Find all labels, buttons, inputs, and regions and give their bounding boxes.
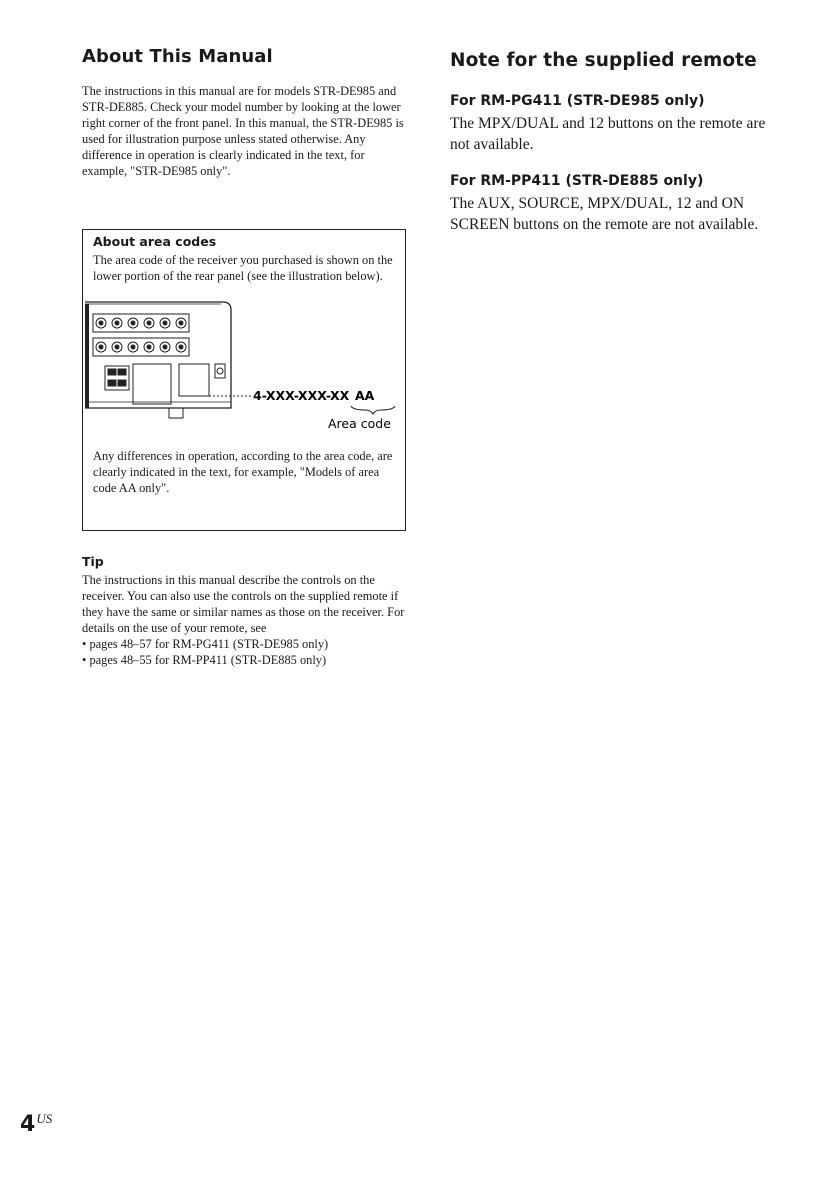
left-column [82, 46, 408, 179]
remote-section-text: The MPX/DUAL and 12 buttons on the remote are not available. [450, 115, 766, 153]
panel-foot [169, 408, 183, 418]
tip-item: • pages 48–57 for RM-PG411 (STR-DE985 only) [82, 636, 408, 652]
area-code-suffix: AA [355, 388, 375, 403]
speaker-terminal-row-2 [93, 338, 189, 356]
page-number-suffix: US [36, 1111, 53, 1126]
remote-note-title: Note for the supplied remote [450, 50, 757, 71]
area-codes-note: Any differences in operation, according to the area code, are clearly indicated in the text, for example, "Models of area code AA only". [93, 449, 393, 495]
speaker-terminal-row-1 [93, 314, 189, 332]
area-code-label: Area code [328, 416, 391, 431]
remote-section-heading: For RM-PG411 (STR-DE985 only) [450, 93, 705, 109]
panel-left-strip [85, 304, 89, 408]
tip-heading: Tip [82, 554, 104, 569]
model-code-label: 4-XXX-XXX-XX [253, 388, 350, 403]
about-manual-text: The instructions in this manual are for models STR-DE985 and STR-DE885. Check your model number by looking at the lower right corner of the front panel. In this manual, the STR-DE985 is used for illustration purpose unless stated otherwise. Any difference in operation is clearly indicated in the text, for example, "STR-DE985 only". [82, 84, 404, 178]
remote-section-text: The AUX, SOURCE, MPX/DUAL, 12 and ON SCREEN buttons on the remote are not available. [450, 195, 759, 233]
page-number [20, 1112, 52, 1137]
page-number-value: 4 [20, 1112, 36, 1137]
right-column [450, 50, 780, 235]
connector-block [105, 364, 225, 404]
area-codes-text: The area code of the receiver you purchased is shown on the lower portion of the rear panel (see the illustration below). [93, 253, 393, 283]
terminal-icons-1 [96, 318, 186, 328]
remote-section-heading: For RM-PP411 (STR-DE885 only) [450, 173, 704, 189]
rear-panel-drawing [83, 292, 407, 442]
tip-text: The instructions in this manual describe the controls on the receiver. You can also use the controls on the supplied remote if they have the same or similar names as those on the receiver. For details on the use of your remote, see [82, 573, 405, 635]
about-manual-title: About This Manual [82, 46, 273, 67]
tip-item: • pages 48–55 for RM-PP411 (STR-DE885 only) [82, 652, 408, 668]
area-codes-box [82, 229, 406, 531]
area-code-brace [351, 406, 395, 414]
tip-section [82, 554, 408, 668]
area-codes-heading: About area codes [93, 234, 217, 249]
tip-list [82, 636, 408, 668]
rear-panel-illustration [83, 292, 395, 442]
